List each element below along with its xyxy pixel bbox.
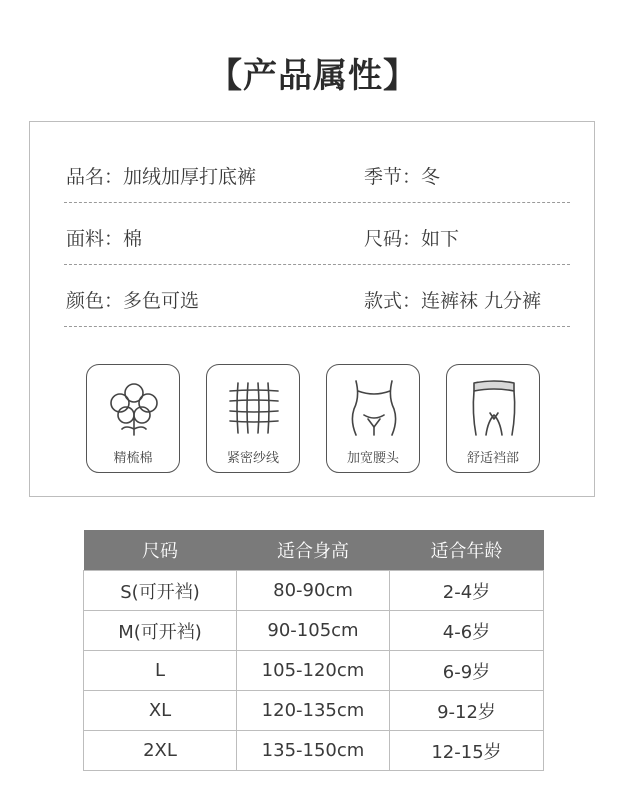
cotton-icon [104, 377, 164, 439]
cell-size: M(可开裆) [84, 611, 237, 651]
attribute-season: 季节：冬 [364, 166, 441, 188]
attributes-card [29, 121, 595, 497]
cell-age: 4-6岁 [390, 611, 544, 651]
cell-age: 12-15岁 [390, 731, 544, 771]
attribute-color: 颜色：多色可选 [66, 290, 200, 312]
attribute-row-3 [64, 264, 570, 327]
table-header-row [84, 530, 544, 571]
high-waist-icon [344, 377, 404, 439]
header-age: 适合年龄 [390, 530, 544, 571]
feature-label: 精梳棉 [113, 451, 153, 466]
feature-cotton [86, 364, 180, 473]
cell-size: 2XL [84, 731, 237, 771]
cell-age: 2-4岁 [390, 571, 544, 611]
cell-height: 135-150cm [237, 731, 390, 771]
cell-age: 6-9岁 [390, 651, 544, 691]
feature-icons [86, 364, 546, 476]
attribute-style: 款式：连裤袜 九分裤 [364, 290, 542, 312]
cell-height: 105-120cm [237, 651, 390, 691]
cell-height: 80-90cm [237, 571, 390, 611]
header-size: 尺码 [84, 530, 237, 571]
attribute-row-2 [64, 202, 570, 265]
table-row [84, 571, 544, 611]
cell-height: 120-135cm [237, 691, 390, 731]
feature-label: 舒适裆部 [466, 451, 519, 466]
cell-size: S(可开裆) [84, 571, 237, 611]
cell-age: 9-12岁 [390, 691, 544, 731]
feature-waist [326, 364, 420, 473]
attribute-fabric: 面料：棉 [66, 228, 143, 250]
attribute-row-1 [64, 140, 570, 203]
feature-crotch [446, 364, 540, 473]
attribute-size: 尺码：如下 [364, 228, 460, 250]
table-row [84, 731, 544, 771]
cell-height: 90-105cm [237, 611, 390, 651]
header-height: 适合身高 [237, 530, 390, 571]
attribute-name: 品名：加绒加厚打底裤 [66, 166, 257, 188]
table-row [84, 611, 544, 651]
cell-size: L [84, 651, 237, 691]
size-chart-table [83, 530, 544, 771]
crotch-icon [464, 377, 524, 439]
page-title: 【产品属性】 [208, 56, 418, 96]
feature-label: 加宽腰头 [346, 451, 399, 466]
cell-size: XL [84, 691, 237, 731]
table-row [84, 691, 544, 731]
grid-yarn-icon [224, 377, 284, 439]
feature-label: 紧密纱线 [226, 451, 279, 466]
table-row [84, 651, 544, 691]
feature-yarn [206, 364, 300, 473]
